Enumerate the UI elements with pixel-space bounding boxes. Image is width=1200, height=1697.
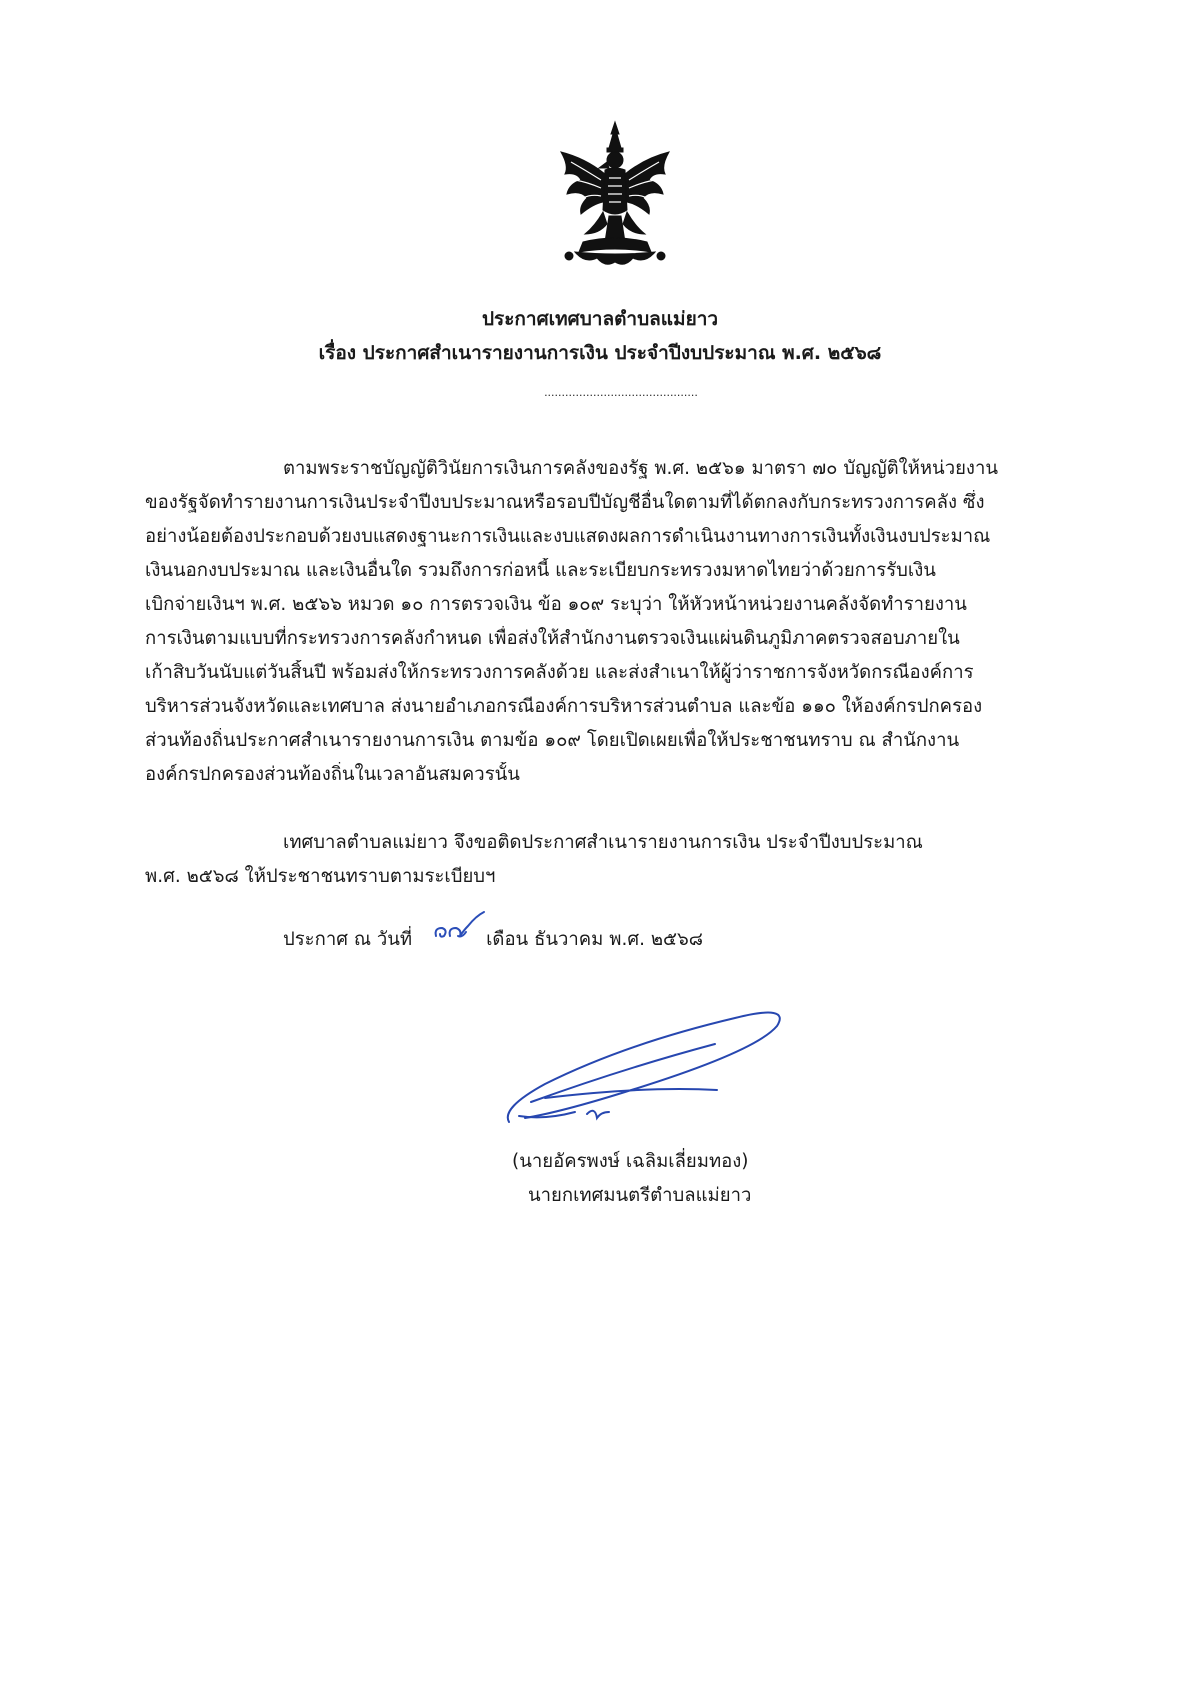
paragraph-2-line: เทศบาลตำบลแม่ยาว จึงขอติดประกาศสำเนารายงานการเงิน ประจำปีงบประมาณ [283, 832, 923, 853]
signature-handwritten [505, 1008, 805, 1132]
announcement-subject: เรื่อง ประกาศสำเนารายงานการเงิน ประจำปีงบประมาณ พ.ศ. ๒๕๖๘ [318, 342, 882, 364]
paragraph-1-line: บริหารส่วนจังหวัดและเทศบาล ส่งนายอำเภอกรณีองค์การบริหารส่วนตำบล และข้อ ๑๑๐ ให้องค์กรปกครอง [145, 696, 983, 717]
paragraph-1-line: ตามพระราชบัญญัติวินัยการเงินการคลังของรัฐ พ.ศ. ๒๕๖๑ มาตรา ๗๐ บัญญัติให้หน่วยงาน [283, 458, 998, 479]
announcement-date [283, 927, 703, 953]
paragraph-1-line: เบิกจ่ายเงินฯ พ.ศ. ๒๕๖๖ หมวด ๑๐ การตรวจเงิน ข้อ ๑๐๙ ระบุว่า ให้หัวหน้าหน่วยงานคลังจัดทำรายงาน [145, 594, 967, 615]
title-divider: ............................................ [544, 386, 698, 399]
paragraph-2-line: พ.ศ. ๒๕๖๘ ให้ประชาชนทราบตามระเบียบฯ [145, 866, 496, 887]
paragraph-1-line: ส่วนท้องถิ่นประกาศสำเนารายงานการเงิน ตามข้อ ๑๐๙ โดยเปิดเผยเพื่อให้ประชาชนทราบ ณ สำนักงาน [145, 730, 960, 751]
date-prefix: ประกาศ ณ วันที่ [283, 929, 413, 950]
paragraph-1-line: การเงินตามแบบที่กระทรวงการคลังกำหนด เพื่อส่งให้สำนักงานตรวจเงินแผ่นดินภูมิภาคตรวจสอบภายใน [145, 628, 960, 649]
paragraph-1-line: เงินนอกงบประมาณ และเงินอื่นใด รวมถึงการก่อหนี้ และระเบียบกระทรวงมหาดไทยว่าด้วยการรับเงิน [145, 560, 936, 581]
paragraph-1-line: อย่างน้อยต้องประกอบด้วยงบแสดงฐานะการเงินและงบแสดงผลการดำเนินงานทางการเงินทั้งเงินงบประมาณ [145, 526, 991, 547]
paragraph-1-line: ของรัฐจัดทำรายงานการเงินประจำปีงบประมาณหรือรอบปีบัญชีอื่นใดตามที่ได้ตกลงกับกระทรวงการคลัง ซึ่ง [145, 492, 985, 513]
signer-position: นายกเทศมนตรีตำบลแม่ยาว [528, 1185, 752, 1206]
announcement-title: ประกาศเทศบาลตำบลแม่ยาว [481, 308, 719, 330]
date-month-year: เดือน ธันวาคม พ.ศ. ๒๕๖๘ [486, 929, 704, 950]
paragraph-1-line: องค์กรปกครองส่วนท้องถิ่นในเวลาอันสมควรนั้น [145, 764, 520, 785]
paragraph-1-line: เก้าสิบวันนับแต่วันสิ้นปี พร้อมส่งให้กระทรวงการคลังด้วย และส่งสำเนาให้ผู้ว่าราชการจังหวัดกรณีองค์การ [145, 662, 974, 683]
garuda-emblem-icon [555, 118, 675, 270]
handwritten-day [432, 908, 492, 944]
signer-name: (นายอัครพงษ์ เฉลิมเลี่ยมทอง) [512, 1151, 749, 1172]
